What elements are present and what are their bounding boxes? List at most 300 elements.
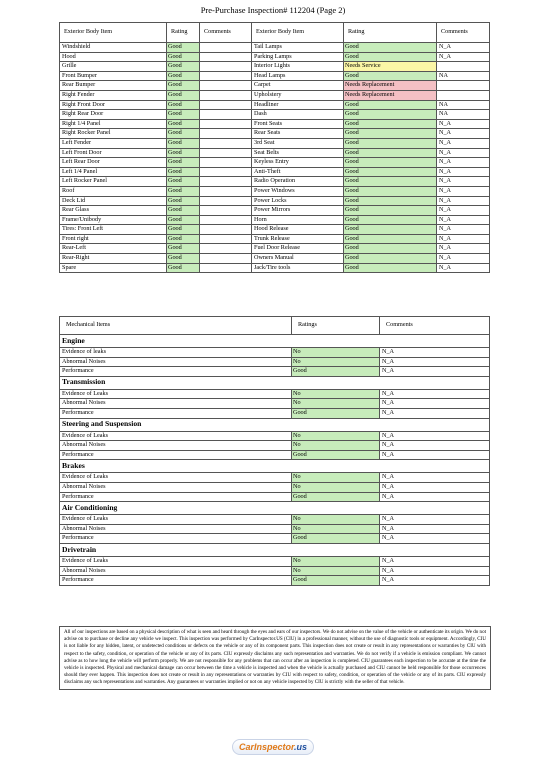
item-name: Evidence of Leaks	[60, 515, 292, 525]
column-header-comments: Comments	[380, 317, 490, 335]
item-rating	[344, 234, 437, 244]
table-row	[60, 450, 490, 460]
rating-value: Good	[292, 451, 379, 460]
table-row	[60, 254, 490, 264]
item-comment	[200, 62, 252, 72]
item-name: Abnormal Noises	[60, 566, 292, 576]
item-name: Frame/Unibody	[60, 215, 167, 225]
item-name: Deck Lid	[60, 196, 167, 206]
table-row	[60, 244, 490, 254]
item-rating	[292, 441, 380, 451]
item-rating	[292, 357, 380, 367]
rating-value: Good	[167, 206, 199, 215]
item-name: Abnormal Noises	[60, 441, 292, 451]
rating-value: No	[292, 567, 379, 576]
item-name: Performance	[60, 576, 292, 586]
item-comment: N_A	[437, 196, 490, 206]
item-comment: NA	[437, 71, 490, 81]
item-comment: N_A	[437, 244, 490, 254]
item-name: Abnormal Noises	[60, 357, 292, 367]
item-comment: N_A	[380, 348, 490, 358]
section-header-row	[60, 335, 490, 348]
item-rating	[292, 473, 380, 483]
item-rating	[292, 534, 380, 544]
rating-value: Needs Service	[344, 62, 436, 71]
item-comment	[200, 52, 252, 62]
item-comment: NA	[437, 100, 490, 110]
item-comment: N_A	[380, 524, 490, 534]
item-comment	[200, 254, 252, 264]
item-comment	[200, 119, 252, 129]
item-rating	[167, 119, 200, 129]
item-rating	[292, 399, 380, 409]
item-name: Left Rocker Panel	[60, 177, 167, 187]
item-comment: N_A	[380, 473, 490, 483]
table-row	[60, 177, 490, 187]
rating-value: Good	[167, 197, 199, 206]
table-row	[60, 408, 490, 418]
item-rating	[344, 225, 437, 235]
item-name: Fuel Door Release	[252, 244, 344, 254]
disclaimer-text: All of our inspections are based on a physical description of what is seen and heard through the eyes and ears of our inspectors. We do not advise on the value of the vehicle or authenticate its origin. We do not advise on to purchase or decline any vehicle we inspect. This inspection was performed by CarInspector.US (CIU) in a professional manner, without the use of diagnostic tools or equipment. Accordingly, CIU is not liable for any hidden, latent, or undetected conditions or defects on the vehicle or any of its component parts. This inspection does not create or result in any representations or warranties by CIU with respect to the safety, condition, or operation of the vehicle or any of its parts. CIU expressly disclaims any such representation and warranties. We do not verify if a vehicle is emission compliant. We cannot advise as to how long the vehicle will perform properly. We are not responsible for any problems that can occur after an inspection is completed. CIU guarantees each inspection to be accurate at the time the vehicle is inspected. Physical and mechanical damage can occur between the time a vehicle is inspected and when the vehicle is actually purchased and CIU cannot be held responsible for those occurrences should they ever happen. This inspection does not create or result in any representations or warranties by CIU with respect to safety, condition, or operation of the vehicle or any of its parts. CIU expressly disclaims any such representations and warranties. Any guarantees or warranties implied or not on any vehicle inspected by CIU is strictly with the seller of that vehicle.	[59, 626, 491, 690]
item-rating	[292, 389, 380, 399]
item-name: Left Front Door	[60, 148, 167, 158]
item-comment	[200, 234, 252, 244]
item-comment: N_A	[437, 52, 490, 62]
rating-value: Needs Replacement	[344, 81, 436, 90]
item-comment: N_A	[380, 441, 490, 451]
item-name: Performance	[60, 408, 292, 418]
table-row	[60, 348, 490, 358]
item-rating	[167, 254, 200, 264]
item-name: Rear Seats	[252, 129, 344, 139]
table-row	[60, 441, 490, 451]
item-name: Keyless Entry	[252, 158, 344, 168]
item-comment: N_A	[437, 254, 490, 264]
rating-value: Good	[167, 91, 199, 100]
rating-value: No	[292, 358, 379, 367]
item-name: Roof	[60, 186, 167, 196]
item-name: Rear-Left	[60, 244, 167, 254]
item-name: Performance	[60, 534, 292, 544]
logo-badge	[232, 739, 314, 755]
item-rating	[344, 148, 437, 158]
item-name: Anti-Theft	[252, 167, 344, 177]
table-row	[60, 129, 490, 139]
rating-value: No	[292, 557, 379, 566]
item-rating	[344, 129, 437, 139]
column-header-rating: Rating	[344, 23, 437, 43]
item-name: Owners Manual	[252, 254, 344, 264]
item-name: Left Rear Door	[60, 158, 167, 168]
item-comment: N_A	[437, 167, 490, 177]
rating-value: Good	[167, 110, 199, 119]
item-comment: N_A	[380, 482, 490, 492]
item-name: Front Seats	[252, 119, 344, 129]
column-header-rating: Rating	[167, 23, 200, 43]
rating-value: Good	[344, 235, 436, 244]
item-comment	[200, 225, 252, 235]
item-name: Evidence of leaks	[60, 348, 292, 358]
item-name: Abnormal Noises	[60, 482, 292, 492]
item-rating	[167, 167, 200, 177]
section-header-row	[60, 502, 490, 515]
rating-value: Good	[167, 216, 199, 225]
rating-value: No	[292, 525, 379, 534]
column-header-item: Exterior Body Item	[60, 23, 167, 43]
table-row	[60, 71, 490, 81]
item-name: Seat Belts	[252, 148, 344, 158]
item-name: Abnormal Noises	[60, 524, 292, 534]
item-name: Interior Lights	[252, 62, 344, 72]
item-rating	[292, 482, 380, 492]
item-name: Right Rocker Panel	[60, 129, 167, 139]
item-comment	[200, 81, 252, 91]
item-rating	[292, 576, 380, 586]
item-rating	[292, 524, 380, 534]
item-rating	[344, 215, 437, 225]
item-comment: N_A	[437, 129, 490, 139]
item-comment: NA	[437, 110, 490, 120]
rating-value: Good	[344, 101, 436, 110]
table-row	[60, 90, 490, 100]
table-row	[60, 357, 490, 367]
rating-value: Good	[344, 177, 436, 186]
table-header-row	[60, 23, 490, 43]
rating-value: Good	[344, 197, 436, 206]
item-comment	[200, 263, 252, 273]
item-rating	[344, 71, 437, 81]
item-name: Evidence of Leaks	[60, 389, 292, 399]
rating-value: Good	[344, 254, 436, 263]
table-row	[60, 234, 490, 244]
item-comment: N_A	[380, 389, 490, 399]
rating-value: No	[292, 515, 379, 524]
item-comment: N_A	[380, 367, 490, 377]
rating-value: Good	[344, 149, 436, 158]
table-header-row	[60, 317, 490, 335]
table-row	[60, 158, 490, 168]
item-rating	[167, 81, 200, 91]
table-row	[60, 110, 490, 120]
rating-value: No	[292, 473, 379, 482]
item-comment	[437, 90, 490, 100]
company-logo	[0, 737, 546, 755]
item-rating	[167, 138, 200, 148]
rating-value: Good	[167, 168, 199, 177]
item-name: Right Front Door	[60, 100, 167, 110]
item-rating	[292, 367, 380, 377]
item-name: Power Windows	[252, 186, 344, 196]
item-name: Performance	[60, 450, 292, 460]
item-comment: N_A	[380, 576, 490, 586]
item-comment: N_A	[437, 206, 490, 216]
item-comment: N_A	[380, 515, 490, 525]
item-comment	[200, 167, 252, 177]
rating-value: Good	[344, 158, 436, 167]
item-name: Windshield	[60, 43, 167, 53]
item-name: Jack/Tire tools	[252, 263, 344, 273]
table-row	[60, 399, 490, 409]
table-row	[60, 367, 490, 377]
rating-value: Needs Replacement	[344, 91, 436, 100]
table-row	[60, 62, 490, 72]
item-rating	[167, 110, 200, 120]
rating-value: Good	[167, 254, 199, 263]
item-rating	[167, 71, 200, 81]
table-row	[60, 524, 490, 534]
table-row	[60, 576, 490, 586]
section-title: Engine	[60, 335, 490, 348]
item-comment	[200, 196, 252, 206]
item-comment	[200, 206, 252, 216]
table-row	[60, 225, 490, 235]
item-rating	[292, 431, 380, 441]
exterior-body-table	[59, 22, 490, 273]
section-header-row	[60, 418, 490, 431]
item-rating	[344, 177, 437, 187]
rating-value: Good	[167, 149, 199, 158]
item-rating	[344, 206, 437, 216]
item-name: Horn	[252, 215, 344, 225]
table-row	[60, 138, 490, 148]
item-rating	[292, 348, 380, 358]
item-rating	[167, 148, 200, 158]
item-comment: N_A	[380, 534, 490, 544]
item-rating	[344, 81, 437, 91]
table-row	[60, 492, 490, 502]
page-title: Pre-Purchase Inspection# 112204 (Page 2)	[200, 5, 346, 15]
rating-value: Good	[344, 187, 436, 196]
item-rating	[344, 62, 437, 72]
item-comment	[200, 71, 252, 81]
item-name: Hood Release	[252, 225, 344, 235]
item-comment: N_A	[380, 566, 490, 576]
item-comment: N_A	[437, 148, 490, 158]
rating-value: No	[292, 390, 379, 399]
column-header-item: Exterior Body Item	[252, 23, 344, 43]
item-comment: N_A	[380, 431, 490, 441]
table-row	[60, 566, 490, 576]
item-rating	[167, 52, 200, 62]
table-row	[60, 215, 490, 225]
section-header-row	[60, 460, 490, 473]
item-name: Evidence of Leaks	[60, 473, 292, 483]
item-rating	[167, 129, 200, 139]
item-rating	[344, 186, 437, 196]
item-rating	[167, 206, 200, 216]
item-comment	[200, 100, 252, 110]
section-title: Drivetrain	[60, 543, 490, 556]
rating-value: Good	[344, 53, 436, 62]
rating-value: Good	[292, 409, 379, 418]
item-comment	[200, 244, 252, 254]
item-rating	[344, 100, 437, 110]
table-row	[60, 482, 490, 492]
item-name: Left Fender	[60, 138, 167, 148]
rating-value: Good	[167, 158, 199, 167]
item-name: Spare	[60, 263, 167, 273]
item-name: Evidence of Leaks	[60, 556, 292, 566]
rating-value: Good	[167, 101, 199, 110]
item-comment	[200, 177, 252, 187]
item-rating	[167, 62, 200, 72]
rating-value: Good	[167, 235, 199, 244]
item-comment: N_A	[437, 215, 490, 225]
item-name: Right Rear Door	[60, 110, 167, 120]
item-name: Tires: Front Left	[60, 225, 167, 235]
item-rating	[344, 110, 437, 120]
item-name: Tail Lamps	[252, 43, 344, 53]
table-row	[60, 119, 490, 129]
item-comment: N_A	[437, 158, 490, 168]
item-rating	[167, 186, 200, 196]
rating-value: Good	[344, 129, 436, 138]
logo-text-primary: CarInspector	[238, 742, 294, 752]
rating-value: Good	[167, 139, 199, 148]
item-comment: N_A	[380, 492, 490, 502]
column-header-comments: Comments	[200, 23, 252, 43]
item-comment: N_A	[437, 119, 490, 129]
item-name: Front Bumper	[60, 71, 167, 81]
item-rating	[344, 119, 437, 129]
item-name: Right 1/4 Panel	[60, 119, 167, 129]
item-rating	[344, 43, 437, 53]
item-name: Trunk Release	[252, 234, 344, 244]
item-comment: N_A	[380, 408, 490, 418]
rating-value: Good	[344, 225, 436, 234]
item-name: Parking Lamps	[252, 52, 344, 62]
item-name: Hood	[60, 52, 167, 62]
table-row	[60, 100, 490, 110]
table-row	[60, 167, 490, 177]
item-comment: N_A	[437, 234, 490, 244]
rating-value: Good	[167, 81, 199, 90]
rating-value: Good	[167, 43, 199, 52]
rating-value: Good	[167, 187, 199, 196]
item-comment	[200, 158, 252, 168]
item-rating	[292, 408, 380, 418]
item-comment: N_A	[437, 186, 490, 196]
item-name: 3rd Seat	[252, 138, 344, 148]
item-name: Carpet	[252, 81, 344, 91]
rating-value: Good	[344, 110, 436, 119]
item-comment	[200, 110, 252, 120]
item-name: Abnormal Noises	[60, 399, 292, 409]
rating-value: Good	[344, 206, 436, 215]
table-row	[60, 148, 490, 158]
item-name: Power Locks	[252, 196, 344, 206]
item-rating	[292, 566, 380, 576]
rating-value: Good	[292, 493, 379, 502]
rating-value: Good	[167, 244, 199, 253]
rating-value: Good	[167, 129, 199, 138]
rating-value: Good	[167, 62, 199, 71]
item-comment: N_A	[380, 357, 490, 367]
item-name: Headliner	[252, 100, 344, 110]
table-row	[60, 186, 490, 196]
item-name: Performance	[60, 492, 292, 502]
item-rating	[344, 244, 437, 254]
item-rating	[344, 254, 437, 264]
item-comment	[437, 81, 490, 91]
rating-value: Good	[292, 534, 379, 543]
table-row	[60, 196, 490, 206]
item-rating	[167, 244, 200, 254]
item-rating	[344, 138, 437, 148]
item-comment	[200, 129, 252, 139]
rating-value: Good	[292, 367, 379, 376]
item-name: Rear Glass	[60, 206, 167, 216]
item-comment: N_A	[380, 450, 490, 460]
item-name: Performance	[60, 367, 292, 377]
column-header-ratings: Ratings	[292, 317, 380, 335]
table-row	[60, 556, 490, 566]
mechanical-table	[59, 316, 490, 586]
item-name: Rear-Right	[60, 254, 167, 264]
item-name: Power Mirrors	[252, 206, 344, 216]
item-rating	[344, 196, 437, 206]
column-header-mechanical-items: Mechanical Items	[60, 317, 292, 335]
table-row	[60, 431, 490, 441]
table-row	[60, 206, 490, 216]
rating-value: Good	[167, 225, 199, 234]
section-title: Transmission	[60, 376, 490, 389]
item-name: Head Lamps	[252, 71, 344, 81]
item-rating	[344, 90, 437, 100]
section-header-row	[60, 543, 490, 556]
item-rating	[167, 263, 200, 273]
table-row	[60, 43, 490, 53]
item-rating	[344, 263, 437, 273]
item-rating	[167, 196, 200, 206]
item-name: Rear Bumper	[60, 81, 167, 91]
rating-value: Good	[292, 576, 379, 585]
item-rating	[167, 215, 200, 225]
table-row	[60, 81, 490, 91]
item-rating	[167, 43, 200, 53]
item-comment: N_A	[437, 225, 490, 235]
rating-value: Good	[344, 244, 436, 253]
item-comment	[437, 62, 490, 72]
item-rating	[167, 100, 200, 110]
rating-value: Good	[167, 177, 199, 186]
rating-value: No	[292, 441, 379, 450]
item-rating	[344, 52, 437, 62]
item-comment: N_A	[437, 177, 490, 187]
item-name: Grille	[60, 62, 167, 72]
rating-value: Good	[344, 43, 436, 52]
item-rating	[167, 90, 200, 100]
item-comment	[200, 43, 252, 53]
section-header-row	[60, 376, 490, 389]
item-name: Left 1/4 Panel	[60, 167, 167, 177]
item-name: Evidence of Leaks	[60, 431, 292, 441]
table-row	[60, 515, 490, 525]
rating-value: Good	[344, 216, 436, 225]
column-header-comments: Comments	[437, 23, 490, 43]
item-rating	[167, 225, 200, 235]
item-rating	[292, 556, 380, 566]
section-title: Brakes	[60, 460, 490, 473]
item-comment	[200, 186, 252, 196]
item-rating	[167, 234, 200, 244]
item-name: Dash	[252, 110, 344, 120]
item-name: Right Fender	[60, 90, 167, 100]
item-comment	[200, 215, 252, 225]
item-name: Front right	[60, 234, 167, 244]
rating-value: Good	[344, 264, 436, 273]
